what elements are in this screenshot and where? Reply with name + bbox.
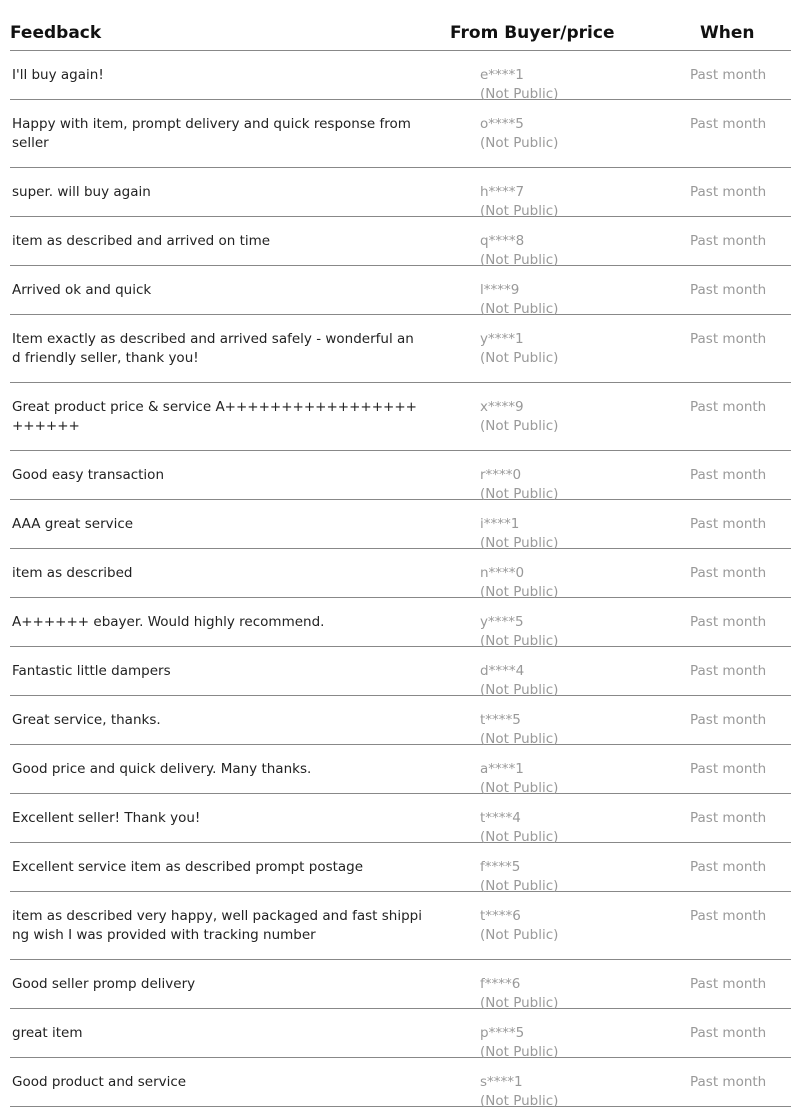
buyer-cell [480,183,558,221]
feedback-when: Past month [690,810,767,826]
buyer-id: y****1 [480,331,524,347]
table-row [10,647,791,696]
buyer-price-note: (Not Public) [480,584,559,600]
table-row [10,892,791,960]
buyer-cell [480,1024,558,1062]
buyer-id: d****4 [480,663,525,679]
feedback-comment: A++++++ ebayer. Would highly recommend. [12,614,325,630]
buyer-cell [480,1073,558,1111]
buyer-cell [480,613,558,651]
buyer-id: h****7 [480,184,525,200]
table-row [10,266,791,315]
buyer-id: p****5 [480,1025,525,1041]
buyer-id: r****0 [480,467,522,483]
buyer-cell [480,330,558,368]
buyer-cell [480,115,558,153]
buyer-cell [480,564,558,602]
buyer-cell [480,809,558,847]
feedback-when: Past month [690,663,767,679]
table-row [10,500,791,549]
buyer-price-note: (Not Public) [480,252,559,268]
table-row [10,100,791,168]
feedback-when: Past month [690,331,767,347]
table-row [10,794,791,843]
feedback-comment: Happy with item, prompt delivery and quick response from seller [12,116,411,151]
header-when: When [700,23,755,43]
buyer-price-note: (Not Public) [480,1093,559,1109]
buyer-cell [480,662,558,700]
feedback-comment: Excellent seller! Thank you! [12,810,201,826]
buyer-cell [480,281,558,319]
table-row [10,960,791,1009]
feedback-when: Past month [690,467,767,483]
header-feedback: Feedback [10,23,102,43]
buyer-id: a****1 [480,761,524,777]
feedback-when: Past month [690,976,767,992]
feedback-comment: item as described very happy, well packaged and fast shipping wish I was provided with tracking number [12,908,422,943]
buyer-price-note: (Not Public) [480,780,559,796]
buyer-cell [480,760,558,798]
feedback-when: Past month [690,184,767,200]
feedback-when: Past month [690,859,767,875]
feedback-comment: Good seller promp delivery [12,976,196,992]
feedback-comment: Excellent service item as described prompt postage [12,859,364,875]
feedback-comment: Great product price & service A+++++++++++++++++++++++ [12,399,417,434]
feedback-comment: super. will buy again [12,184,151,200]
table-row [10,51,791,100]
header-from-buyer-price: From Buyer/price [450,23,615,43]
buyer-cell [480,66,558,104]
feedback-comment: Arrived ok and quick [12,282,152,298]
feedback-when: Past month [690,399,767,415]
feedback-when: Past month [690,1025,767,1041]
buyer-id: n****0 [480,565,525,581]
table-row [10,315,791,383]
feedback-when: Past month [690,908,767,924]
buyer-price-note: (Not Public) [480,486,559,502]
table-row [10,451,791,500]
table-row [10,168,791,217]
buyer-cell [480,858,558,896]
buyer-price-note: (Not Public) [480,829,559,845]
feedback-when: Past month [690,516,767,532]
buyer-cell [480,232,558,270]
feedback-rows [10,51,791,1107]
buyer-id: q****8 [480,233,525,249]
buyer-cell [480,466,558,504]
feedback-comment: I'll buy again! [12,67,104,83]
buyer-cell [480,398,558,436]
buyer-price-note: (Not Public) [480,301,559,317]
table-row [10,1009,791,1058]
feedback-when: Past month [690,282,767,298]
buyer-cell [480,515,558,553]
buyer-price-note: (Not Public) [480,86,559,102]
buyer-cell [480,975,558,1013]
buyer-price-note: (Not Public) [480,995,559,1011]
buyer-id: t****6 [480,908,521,924]
buyer-price-note: (Not Public) [480,350,559,366]
buyer-price-note: (Not Public) [480,927,559,943]
table-row [10,745,791,794]
feedback-comment: AAA great service [12,516,134,532]
table-header [10,0,791,51]
buyer-cell [480,907,558,945]
feedback-comment: item as described and arrived on time [12,233,271,249]
feedback-when: Past month [690,67,767,83]
buyer-price-note: (Not Public) [480,878,559,894]
buyer-price-note: (Not Public) [480,731,559,747]
feedback-comment: great item [12,1025,83,1041]
buyer-id: t****5 [480,712,521,728]
buyer-id: e****1 [480,67,524,83]
feedback-comment: Good price and quick delivery. Many thanks. [12,761,312,777]
feedback-comment: Good easy transaction [12,467,164,483]
table-row [10,1058,791,1107]
feedback-table [10,0,791,1107]
buyer-id: i****1 [480,516,520,532]
buyer-price-note: (Not Public) [480,418,559,434]
feedback-when: Past month [690,1074,767,1090]
feedback-when: Past month [690,116,767,132]
buyer-price-note: (Not Public) [480,633,559,649]
buyer-id: f****5 [480,859,521,875]
buyer-cell [480,711,558,749]
feedback-when: Past month [690,233,767,249]
table-row [10,696,791,745]
buyer-id: l****9 [480,282,520,298]
buyer-price-note: (Not Public) [480,203,559,219]
table-row [10,383,791,451]
table-row [10,598,791,647]
buyer-id: t****4 [480,810,521,826]
buyer-id: o****5 [480,116,524,132]
feedback-when: Past month [690,761,767,777]
feedback-comment: item as described [12,565,133,581]
buyer-price-note: (Not Public) [480,535,559,551]
feedback-when: Past month [690,712,767,728]
feedback-comment: Item exactly as described and arrived safely - wonderful and friendly seller, thank you! [12,331,414,366]
feedback-comment: Good product and service [12,1074,187,1090]
buyer-id: x****9 [480,399,524,415]
buyer-id: s****1 [480,1074,523,1090]
feedback-when: Past month [690,614,767,630]
buyer-price-note: (Not Public) [480,682,559,698]
feedback-comment: Great service, thanks. [12,712,161,728]
feedback-when: Past month [690,565,767,581]
buyer-price-note: (Not Public) [480,1044,559,1060]
table-row [10,843,791,892]
table-row [10,549,791,598]
buyer-id: y****5 [480,614,524,630]
feedback-comment: Fantastic little dampers [12,663,171,679]
buyer-price-note: (Not Public) [480,135,559,151]
buyer-id: f****6 [480,976,521,992]
table-row [10,217,791,266]
